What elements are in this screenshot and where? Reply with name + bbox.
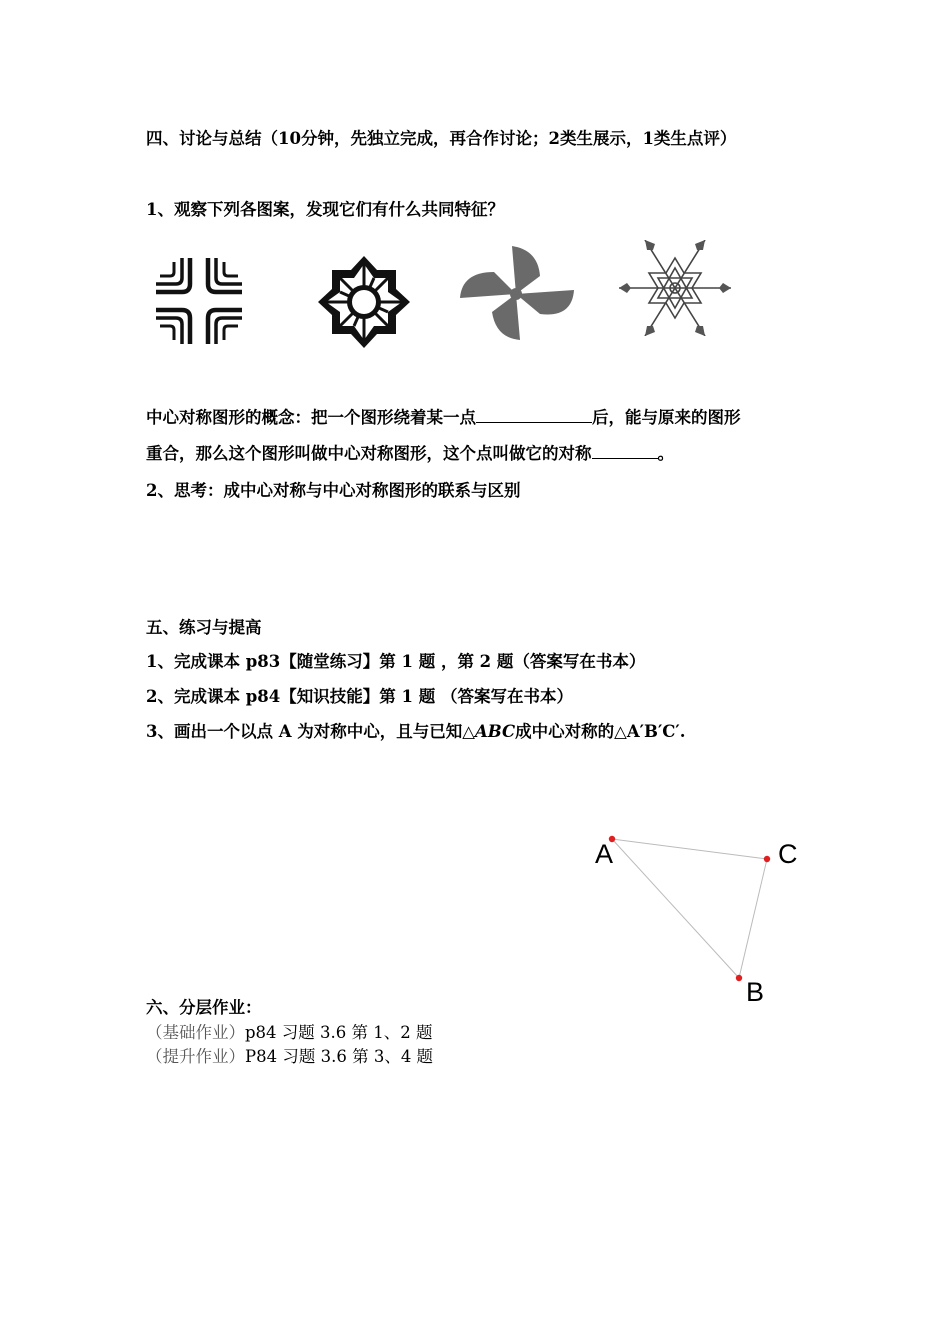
exercise-1: 1、完成课本 p83【随堂练习】第 1 题 ，第 2 题（答案写在书本）: [146, 652, 646, 671]
point-c[interactable]: [764, 856, 770, 862]
homework-basic: [146, 1019, 433, 1043]
answer-blank-1[interactable]: [476, 406, 592, 423]
point-b-label: B: [746, 977, 765, 1007]
section-4-heading: 四、讨论与总结（10分钟，先独立完成，再合作讨论；2类生展示，1类生点评）: [146, 129, 737, 148]
concept-text-1: 中心对称图形的概念：把一个图形绕着某一点: [146, 408, 476, 427]
concept-line-2: [146, 440, 674, 464]
section-6-heading: 六、分层作业：: [146, 998, 262, 1017]
triangle-edge-ac: [612, 839, 767, 859]
answer-blank-2[interactable]: [592, 442, 658, 459]
triangle-edge-ba: [612, 839, 739, 978]
section-5-heading: 五、练习与提高: [146, 618, 262, 637]
homework-advanced: [146, 1043, 433, 1067]
point-b[interactable]: [736, 975, 742, 981]
question-2: 2、思考：成中心对称与中心对称图形的联系与区别: [146, 481, 521, 500]
concept-text-4: 。: [657, 444, 674, 463]
concept-line-1: [146, 404, 741, 428]
question-1: 1、观察下列各图案，发现它们有什么共同特征？: [146, 200, 504, 219]
concept-text-3: 重合，那么这个图形叫做中心对称图形，这个点叫做它的对称: [146, 444, 592, 463]
triangle-abc-diagram: [590, 828, 780, 988]
triangle-name: ABC: [474, 722, 516, 741]
pinwheel-icon: [458, 242, 578, 346]
homework-advanced-text: P84 习题 3.6 第 3、4 题: [245, 1047, 434, 1066]
snowflake-icon: [616, 240, 734, 336]
exercise-2: 2、完成课本 p84【知识技能】第 1 题 （答案写在书本）: [146, 687, 573, 706]
cross-pattern-icon: [150, 252, 248, 350]
homework-basic-text: p84 习题 3.6 第 1、2 题: [245, 1023, 433, 1042]
octagonal-star-icon: [314, 254, 414, 350]
concept-text-2: 后，能与原来的图形: [592, 408, 741, 427]
exercise-3-text-pre: 3、画出一个以点 A 为对称中心，且与已知△: [146, 722, 475, 741]
exercise-3: [146, 718, 686, 742]
point-a-label: A: [595, 839, 614, 869]
point-c-label: C: [778, 839, 798, 869]
triangle-edge-cb: [739, 859, 767, 978]
homework-advanced-tag: （提升作业）: [146, 1047, 245, 1066]
homework-basic-tag: （基础作业）: [146, 1023, 245, 1042]
exercise-3-text-post: 成中心对称的△A′B′C′.: [515, 722, 686, 741]
